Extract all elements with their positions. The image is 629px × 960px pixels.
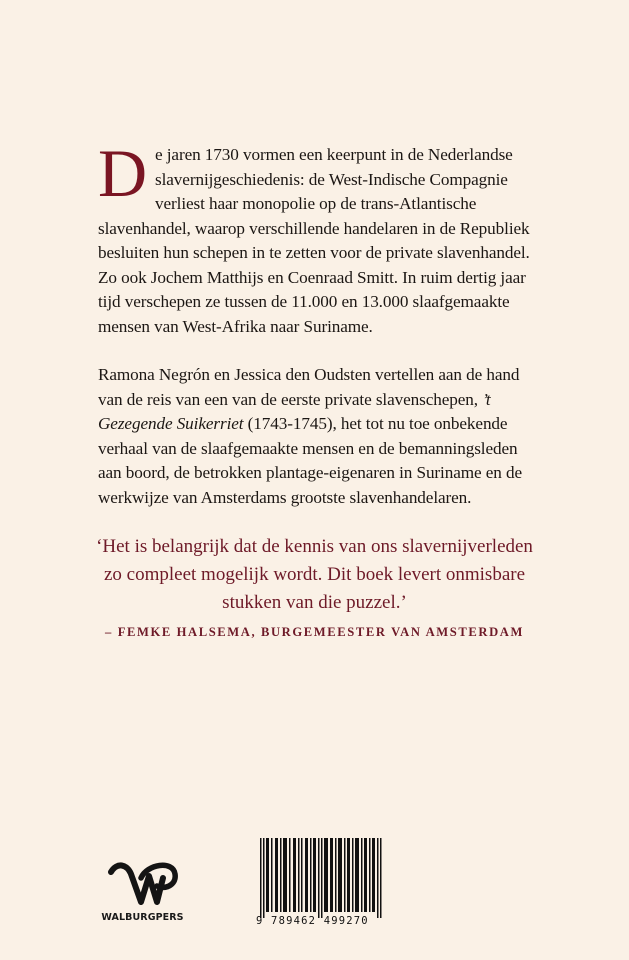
wp-monogram-icon: [107, 858, 179, 908]
endorsement-quote: [60, 533, 569, 617]
blurb-paragraph-2: [98, 363, 542, 510]
isbn-barcode: [256, 838, 384, 930]
blurb-paragraph-1: [98, 135, 542, 339]
quote-line-1: ‘Het is belangrijk dat de kennis van ons slavernijverleden: [96, 536, 533, 557]
blurb-paragraph-2-rest: (1743-1745), het tot nu toe onbekende verhaal van de slaafgemaakte mensen en de bemanningsleden aan boord, de betrokken plantage-eigenaren in Suriname en de werkwijze van Amsterdams grootste slavenhandelaren.: [98, 414, 522, 507]
isbn-number: 9 789462 499270: [256, 915, 369, 927]
blurb-paragraph-2-intro: Ramona Negrón en Jessica den Oudsten vertellen aan de hand van de reis van een van de eerste private slavenschepen,: [98, 365, 520, 409]
blurb-paragraph-1-text: e jaren 1730 vormen een keerpunt in de Nederlandse slavernijgeschiedenis: de West-Indische Compagnie verliest haar monopolie op de trans-Atlantische slavenhandel, waarop verschillende handelaren in de Republiek besluiten hun schepen in te zetten voor de private slavenhandel. Zo ook Jochem Matthijs en Coenraad Smitt. In ruim dertig jaar tijd verschepen ze tussen de 11.000 en 13.000 slaafgemaakte mensen van West-Afrika naar Suriname.: [98, 145, 530, 336]
publisher-name: WALBURGPERS: [101, 912, 184, 923]
barcode-icon: [256, 838, 384, 918]
quote-line-2: zo compleet mogelijk wordt. Dit boek levert onmisbare: [103, 564, 526, 585]
publisher-logo: [100, 858, 185, 928]
quote-attribution: – FEMKE HALSEMA, BURGEMEESTER VAN AMSTERDAM: [105, 625, 524, 639]
drop-cap: D: [98, 135, 148, 211]
back-cover-blurb: [98, 135, 542, 510]
quote-line-3: stukken van die puzzel.’: [222, 592, 407, 613]
ship-title: ’t Gezegende Suikerriet: [98, 389, 491, 433]
